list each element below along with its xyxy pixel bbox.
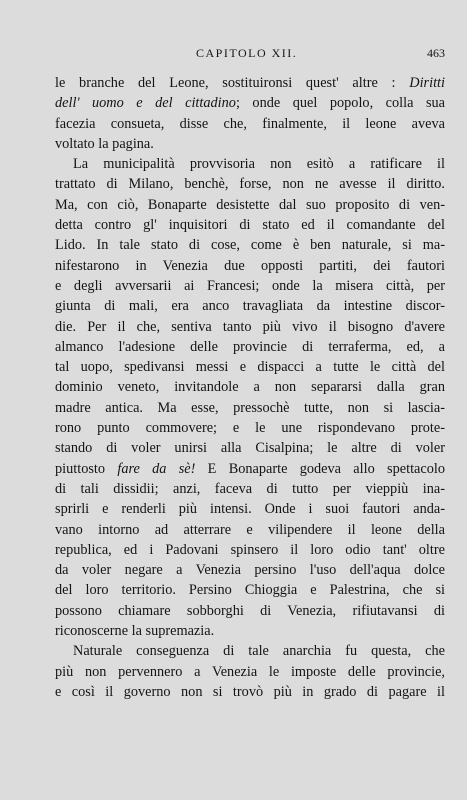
text-line: [55, 662, 445, 682]
text-segment: più non pervennero a Venezia le imposte delle provincie,: [55, 663, 445, 680]
text-segment: sprirli e renderli più intensi. Onde i suoi fautori anda-: [55, 501, 445, 518]
text-segment: di tali dissidii; anzi, faceva di tutto per vieppiù ina-: [55, 480, 445, 497]
text-segment: facezia consueta, disse che, finalmente, il leone aveva: [55, 115, 445, 132]
text-segment: e così il governo non si trovò più in grado di pagare il: [55, 683, 445, 700]
text-segment: rono punto commovere; e le une rispondevano prote-: [55, 420, 445, 437]
chapter-title: CAPITOLO XII.: [196, 46, 298, 60]
text-line: [55, 540, 445, 560]
text-segment: almanco l'adesione delle provincie di terraferma, ed, a: [55, 338, 445, 355]
text-segment: dominio veneto, invitandole a non separarsi dalla gran: [55, 379, 445, 396]
text-segment: madre antica. Ma esse, pressochè tutte, non si lascia-: [55, 399, 445, 416]
text-line: [55, 438, 445, 458]
text-line: [55, 317, 445, 337]
text-segment: die. Per il che, sentiva tanto più vivo il bisogno d'avere: [55, 318, 445, 335]
text-line: [55, 174, 445, 194]
text-line: [55, 154, 445, 174]
text-line: [55, 479, 445, 499]
text-segment: E Bonaparte godeva allo spettacolo: [195, 460, 445, 477]
text-line: [55, 580, 445, 600]
text-line: [55, 377, 445, 397]
text-line: [55, 235, 445, 255]
text-line: [55, 337, 445, 357]
text-line: [55, 398, 445, 418]
text-segment: del loro territorio. Persino Chioggia e Palestrina, che si: [55, 582, 445, 599]
text-line: [55, 296, 445, 316]
text-line: [55, 73, 445, 93]
text-segment: trattato di Milano, benchè, forse, non ne avesse il diritto.: [55, 176, 445, 193]
text-line: [55, 215, 445, 235]
text-segment: piuttosto: [55, 460, 118, 477]
text-segment: Ma, con ciò, Bonaparte desistette dal suo proposito di ven-: [55, 196, 445, 213]
italic-text: Diritti: [409, 75, 445, 91]
body-text: [55, 73, 445, 702]
text-segment: republica, ed i Padovani spinsero il loro odio tant' oltre: [55, 541, 445, 558]
text-line: [55, 418, 445, 438]
text-segment: le branche del Leone, sostituironsi quest' altre :: [55, 75, 410, 91]
text-line: [55, 621, 445, 641]
text-line: [55, 459, 445, 479]
text-line: [55, 641, 445, 661]
running-header: [58, 46, 445, 64]
text-line: [55, 601, 445, 621]
text-segment: stando di voler unirsi alla Cisalpina; le altre di voler: [55, 440, 445, 457]
text-line: [55, 195, 445, 215]
text-segment: La municipalità provvisoria non esitò a ratificare il: [73, 156, 445, 173]
text-segment: da voler negare a Venezia persino l'uso dell'aqua dolce: [55, 562, 445, 579]
text-segment: Lido. In tale stato di cose, come è ben naturale, si ma-: [55, 237, 445, 254]
italic-text: fare da sè!: [117, 460, 196, 477]
italic-text: dell' uomo e del cittadino: [55, 95, 236, 112]
text-segment: giunta di mali, era anco travagliata da intestine discor-: [55, 298, 445, 315]
text-line: [55, 357, 445, 377]
text-segment: vano intorno ad atterrare e vilipendere il leone della: [55, 521, 445, 538]
text-segment: tal uopo, spedivansi messi e dispacci a tutte le città del: [55, 359, 445, 376]
text-segment: riconoscerne la supremazia.: [55, 623, 215, 640]
text-line: [55, 276, 445, 296]
text-line: [55, 520, 445, 540]
text-segment: detta contro gl' inquisitori di stato ed il comandante del: [55, 217, 445, 234]
text-segment: nifestarono in Venezia due opposti partiti, dei fautori: [55, 257, 445, 274]
text-segment: Naturale conseguenza di tale anarchia fu questa, che: [73, 643, 445, 660]
text-segment: e degli avversarii ai Francesi; onde la misera città, per: [55, 277, 445, 294]
text-segment: possono chiamare sobborghi di Venezia, rifiutavansi di: [55, 602, 445, 619]
text-line: [55, 560, 445, 580]
text-line: [55, 93, 445, 113]
text-line: [55, 114, 445, 134]
page-number: 463: [427, 46, 445, 60]
text-line: [55, 134, 445, 154]
text-line: [55, 256, 445, 276]
text-line: [55, 499, 445, 519]
text-segment: voltato la pagina.: [55, 135, 154, 152]
text-segment: ; onde quel popolo, colla sua: [235, 95, 446, 112]
text-line: [55, 682, 445, 702]
